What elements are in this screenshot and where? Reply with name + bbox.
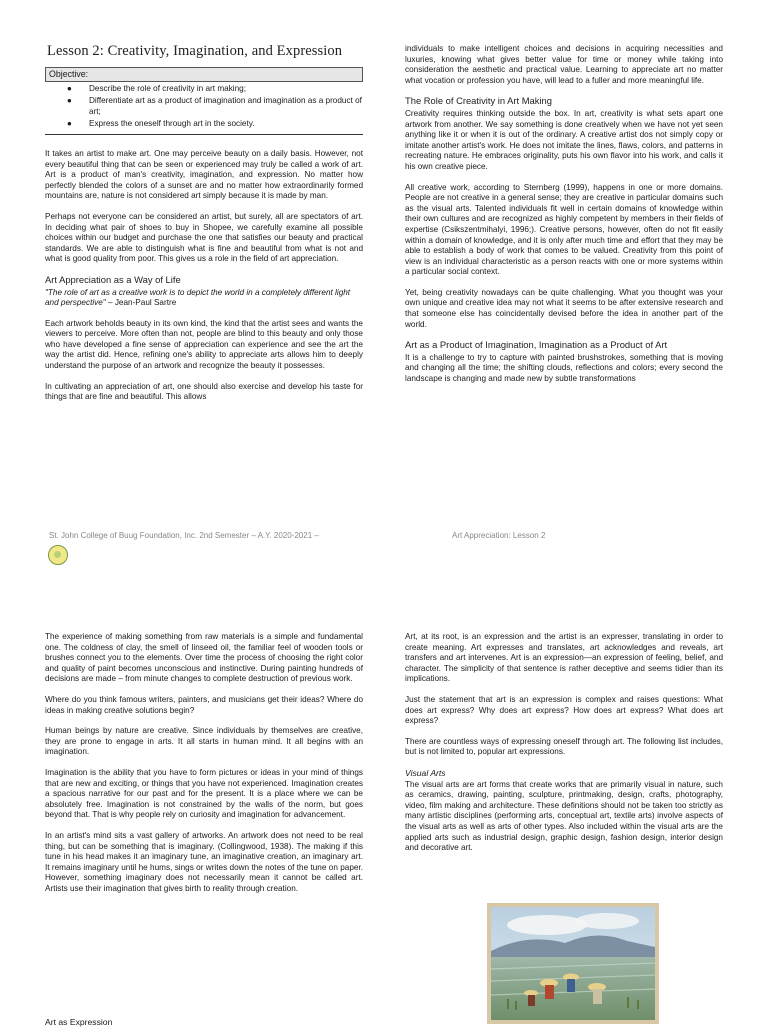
left-column	[45, 44, 363, 413]
paragraph: It takes an artist to make art. One may perceive beauty on a daily basis. However, not every beautiful thing that can be seen or experienced may truly be called a work of art. Art is a product of man's creativity, imagination, and expression. No matter how perfectly blended the colors of a sunset are and no matter how extraordinarily formed mountains are, nature is not considered art simply because it is made by man.	[45, 148, 363, 201]
subsection-heading: Visual Arts	[405, 767, 446, 778]
objective-item: ● Describe the role of creativity in art making;	[67, 83, 246, 93]
paragraph: There are countless ways of expressing oneself through art. The following list includes, but is not limited to, popular art expressions.	[405, 736, 723, 757]
bullet-icon: ●	[67, 96, 72, 106]
page-gap	[0, 570, 768, 590]
section-heading: Art Appreciation as a Way of Life	[45, 273, 181, 285]
paragraph: Perhaps not everyone can be considered an artist, but surely, all are spectators of art. In deciding what pair of shoes to buy in Shopee, we carefully examine all possible choices within our budget and purchase the one that satisfies our beauty and practical standards. We are able to distinguish what is fine and beautiful from what is not and what is good quality from poor. This gives us a role in the field of art appreciation.	[45, 211, 363, 264]
paragraph: The experience of making something from raw materials is a simple and fundamental one. The coldness of clay, the smell of linseed oil, the familiar feel of wooden tools or brushes connect you to the elements. Over time the process of choosing the right color and quality of paint becomes unconscious and instinctive. During painting hundreds of decisions are made – from minute changes to complete destruction of previous work.	[45, 632, 363, 684]
paragraph: individuals to make intelligent choices and decisions in acquiring necessities and luxuries, knowing what gives better value for time or money while taking into consideration the aesthetic and practical value. Learning to appreciate art no matter what vocation or profession you have, will lead to a fuller and more meaningful life.	[405, 44, 723, 85]
objective-header: Objective:	[45, 67, 363, 82]
cutoff-heading: Art as Expression	[45, 1017, 113, 1027]
paragraph: In cultivating an appreciation of art, one should also exercise and develop his taste for things that are fine and beautiful. This allows	[45, 381, 363, 402]
paragraph: Yet, being creativity nowadays can be quite challenging. What you thought was your own unique and creative idea may not what it seems to be after extensive research and that someone else has coincidentally devised before the idea in another part of the world.	[405, 287, 723, 329]
paragraph: It is a challenge to try to capture with painted brushstrokes, something that is moving and changing all the time; the shifting clouds, reflections and colors; every second the landscape is changing and made new by subtle transformations	[405, 352, 723, 384]
paragraph: The visual arts are art forms that create works that are primarily visual in nature, such as ceramics, drawing, painting, sculpture, printmaking, design, crafts, photography, video, film making and architecture. These definitions should not be taken too strictly as many artistic disciplines (performing arts, conceptual art, textile arts) involve aspects of the visual arts as well as arts of other types. Also included within the visual arts are the applied arts such as industrial design, graphic design, fashion design, interior design and decorative art.	[405, 779, 723, 853]
paragraph: Where do you think famous writers, painters, and musicians get their ideas? Where do ideas in making creative solutions begin?	[45, 694, 363, 715]
paragraph: Art, at its root, is an expression and the artist is an expresser, translating in order to create meaning. Art expresses and translates, art acknowledges and reveals, art transfers and art intervenes. Art is an expression—an expression of feeling, belief, and character. The simplicity of that sentence is rather deceptive and seems tidier than its implications.	[405, 632, 723, 684]
paragraph: Each artwork beholds beauty in its own kind, the kind that the artist sees and wants the viewers to perceive. More often than not, people are blind to this beauty and only those who have developed a fine sense of appreciation can experience and see the art the way the artist did. Hence, refining one's ability to appreciate arts allows him to deeply understand the purpose of an artwork and recognize the beauty it possesses.	[45, 318, 363, 371]
section-heading: Art as a Product of Imagination, Imagination as a Product of Art	[405, 339, 668, 351]
objective-item: ● Express the oneself through art in the society.	[67, 119, 255, 129]
paragraph: All creative work, according to Sternberg (1999), happens in one or more domains. People are not creative in a general sense; they are creative in particular domains such as the visual arts. Talented individuals fit well in certain domains of knowledge within their own cultures and are recognized as highly competent by members in their fields of expertise (Csikszentmihalyi, 1996;). Creative persons, however, often do not fit easily within a domain of knowledge, and it is only after much time and effort that they may be able to establish a body of work that comes to be valued. Creativity from this point of view is an individual characteristic as a person reacts with one or more systems within a particular social context.	[405, 182, 723, 277]
objective-item: ● Differentiate art as a product of imagination and imagination as a product of art;	[67, 96, 362, 116]
quote-author: – Jean-Paul Sartre	[105, 298, 177, 308]
footer-school: St. John College of Buug Foundation, Inc. 2nd Semester – A.Y. 2020-2021 –	[49, 531, 319, 540]
right-column	[405, 44, 723, 395]
quote: "The role of art as a creative work is to depict the world in a completely different light and perspective" – Jean-Paul Sartre	[45, 287, 351, 308]
footer-course: Art Appreciation: Lesson 2	[452, 531, 546, 540]
section-heading: The Role of Creativity in Art Making	[405, 95, 552, 107]
divider	[45, 134, 363, 135]
paragraph: Just the statement that art is an expression is complex and raises questions: What does art express? Why does art express? How does art express? What does art express?	[405, 694, 723, 726]
bullet-icon: ●	[67, 83, 72, 93]
painting-image	[487, 903, 659, 1024]
paragraph: In an artist's mind sits a vast gallery of artworks. An artwork does not need to be real thing, but can be something that is imaginary. (Collingwood, 1938). The making if this tune in his head makes it an imaginary tune, an imaginative creation, an imaginary art. It remains imaginary until he hums, sings or writes down the notes of the tune on paper. However, something imaginary does not necessarily mean it cannot be called art. Artists use their imagination that gives birth to reality through creation.	[45, 830, 363, 893]
rice-planting-painting	[487, 903, 659, 1024]
paragraph: Imagination is the ability that you have to form pictures or ideas in your mind of things that are new and exciting, or things that you have not experienced. Imagination creates a spacious narrative for our past and for the present. It is a place where we can be absolutely free. Imagination is not constrained by the walls of the norm, but goes beyond that. That is why people rely on curiosity and imagination for advancement.	[45, 767, 363, 820]
paragraph: Creativity requires thinking outside the box. In art, creativity is what sets apart one artwork from another. We say something is done creatively when we have not yet seen anything like it or when it is out of the ordinary. A creative artist dos not simply copy or imitate another artist's work. He does not imitate the lines, flaws, colors, and patterns in recreating nature. He embraces originality, puts his own flavor into his work, and calls it his own creative piece.	[405, 108, 723, 171]
lesson-title: Lesson 2: Creativity, Imagination, and Expression	[47, 43, 343, 59]
right-column	[405, 632, 723, 864]
objectives-list	[45, 84, 363, 130]
left-column	[45, 632, 363, 904]
school-logo-icon	[48, 545, 68, 565]
paragraph: Human beings by nature are creative. Since individuals by themselves are creative, they are prone to engage in arts. It all starts in human mind. It all begins with an imagination.	[45, 726, 363, 757]
bullet-icon: ●	[67, 119, 72, 129]
